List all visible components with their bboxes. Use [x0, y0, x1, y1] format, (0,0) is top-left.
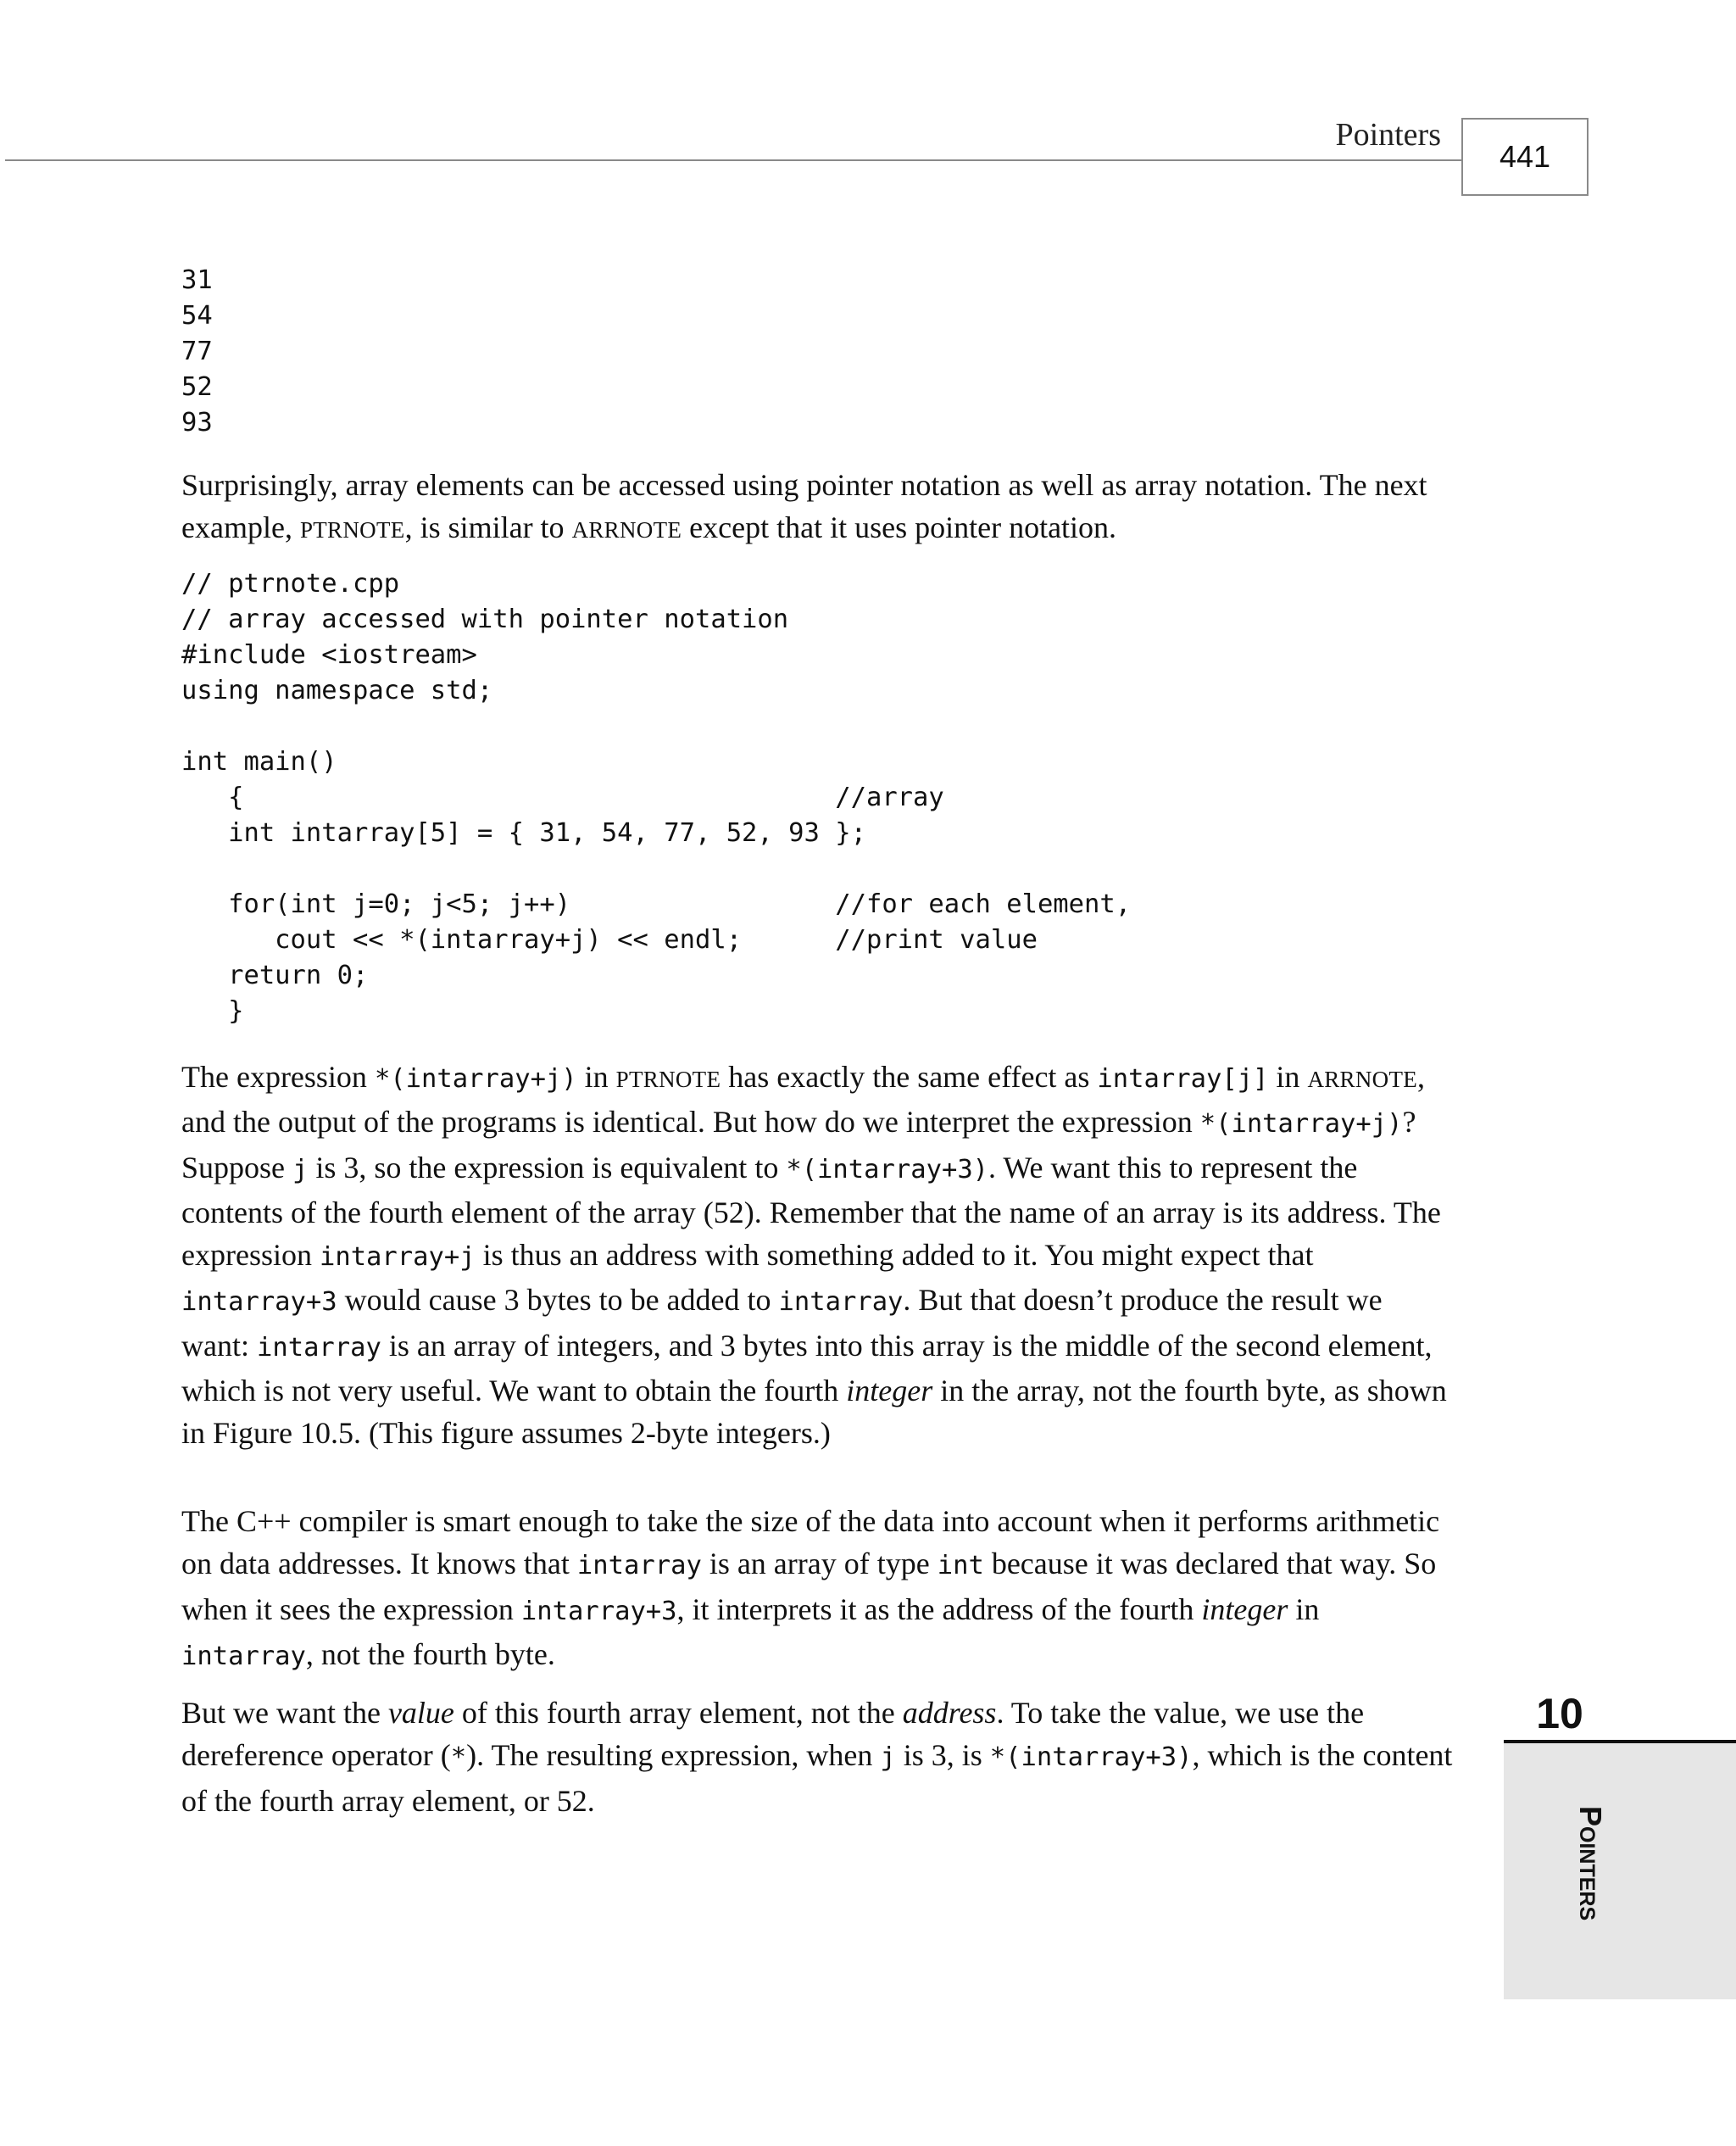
text: , which is the content of the fourth array element, or 52.: [181, 1738, 1453, 1818]
page-number: 441: [1499, 139, 1551, 174]
code-listing: // ptrnote.cpp // array accessed with pointer notation #include <iostream> using namespace std; int main() { //array int intarray[5] = { 31, 54, 77, 52, 93 }; for(int j=0; j<5; j++) //for each element, cout << *(intarray+j) << endl; //print value return 0; }: [181, 569, 1132, 1026]
running-head: Pointers: [1335, 117, 1441, 153]
program-name: PTRNOTE: [299, 517, 405, 543]
text: is an array of integers, and 3 bytes into this array is the middle of the second element, which is not very useful. We want to obtain the fourth: [181, 1328, 1433, 1408]
text: is thus an address with something added to it. You might expect that: [475, 1238, 1314, 1273]
program-name: ARRNOTE: [1307, 1067, 1418, 1092]
inline-code: intarray+3: [181, 1287, 337, 1318]
emphasis: value: [387, 1696, 454, 1730]
text: The C++ compiler is smart enough to take the size of the data into account when it performs arithmetic on data addresses. It knows that: [181, 1504, 1440, 1581]
paragraph-intro: [181, 464, 1453, 552]
inline-code: j: [880, 1742, 896, 1773]
inline-code: intarray[j]: [1097, 1064, 1269, 1094]
chapter-tab-panel: [1504, 1743, 1736, 1999]
text: would cause 3 bytes to be added to: [337, 1283, 779, 1318]
text: . To take the value, we use the dereference operator (: [181, 1696, 1365, 1773]
text: in: [1268, 1060, 1308, 1094]
program-name: PTRNOTE: [615, 1067, 721, 1092]
inline-code: intarray: [181, 1641, 306, 1671]
emphasis: integer: [846, 1374, 933, 1408]
page-number-box: [1461, 118, 1589, 196]
text: in: [1288, 1591, 1320, 1626]
text: , not the fourth byte.: [305, 1636, 555, 1671]
program-output: 31 54 77 52 93: [181, 265, 213, 438]
text: , is similar to: [404, 510, 572, 545]
inline-code: j: [292, 1154, 309, 1184]
text: is 3, so the expression is equivalent to: [308, 1150, 787, 1184]
text: But we want the: [181, 1696, 388, 1730]
text: is 3, is: [895, 1738, 990, 1773]
paragraph-dereference: [181, 1692, 1453, 1822]
text: ? Suppose: [181, 1105, 1416, 1184]
inline-code: *(intarray+3): [786, 1154, 989, 1184]
emphasis: integer: [1201, 1591, 1288, 1626]
text: . But that doesn’t produce the result we want:: [181, 1283, 1383, 1363]
text: , it interprets it as the address of the fourth: [676, 1591, 1202, 1626]
text: . We want this to represent the contents of the fourth element of the array (52). Remember that the name of an array is its address. The expression: [181, 1150, 1441, 1273]
text: except that it uses pointer notation.: [682, 510, 1117, 545]
header-rule: [5, 159, 1461, 161]
text: because it was declared that way. So when it sees the expression: [181, 1547, 1437, 1626]
inline-code: intarray+3: [520, 1596, 677, 1626]
chapter-tab-label: Pointers: [1573, 1806, 1608, 1921]
paragraph-compiler: [181, 1500, 1453, 1678]
text: , and the output of the programs is identical. But how do we interpret the expression: [181, 1060, 1426, 1140]
text: ). The resulting expression, when: [466, 1738, 881, 1773]
inline-code: intarray+j: [319, 1242, 476, 1273]
chapter-number: 10: [1536, 1690, 1583, 1737]
text: Surprisingly, array elements can be accessed using pointer notation as well as array notation. The next example,: [181, 468, 1427, 545]
inline-code: *(intarray+j): [1199, 1109, 1403, 1140]
inline-code: *(intarray+3): [989, 1742, 1193, 1773]
text: is an array of type: [701, 1547, 938, 1581]
text: in: [576, 1060, 616, 1094]
inline-code: *: [450, 1742, 467, 1773]
paragraph-expression: [181, 1056, 1453, 1455]
text: in the array, not the fourth byte, as shown in Figure 10.5. (This figure assumes 2-byte integers.): [181, 1374, 1447, 1451]
emphasis: address: [902, 1696, 997, 1730]
text: The expression: [181, 1060, 375, 1094]
text: of this fourth array element, not the: [453, 1696, 903, 1730]
inline-code: intarray: [778, 1287, 904, 1318]
inline-code: intarray: [576, 1551, 702, 1581]
inline-code: int: [937, 1551, 984, 1581]
program-name: ARRNOTE: [571, 517, 682, 543]
inline-code: intarray: [256, 1332, 381, 1363]
text: has exactly the same effect as: [721, 1060, 1098, 1094]
inline-code: *(intarray+j): [374, 1064, 577, 1094]
